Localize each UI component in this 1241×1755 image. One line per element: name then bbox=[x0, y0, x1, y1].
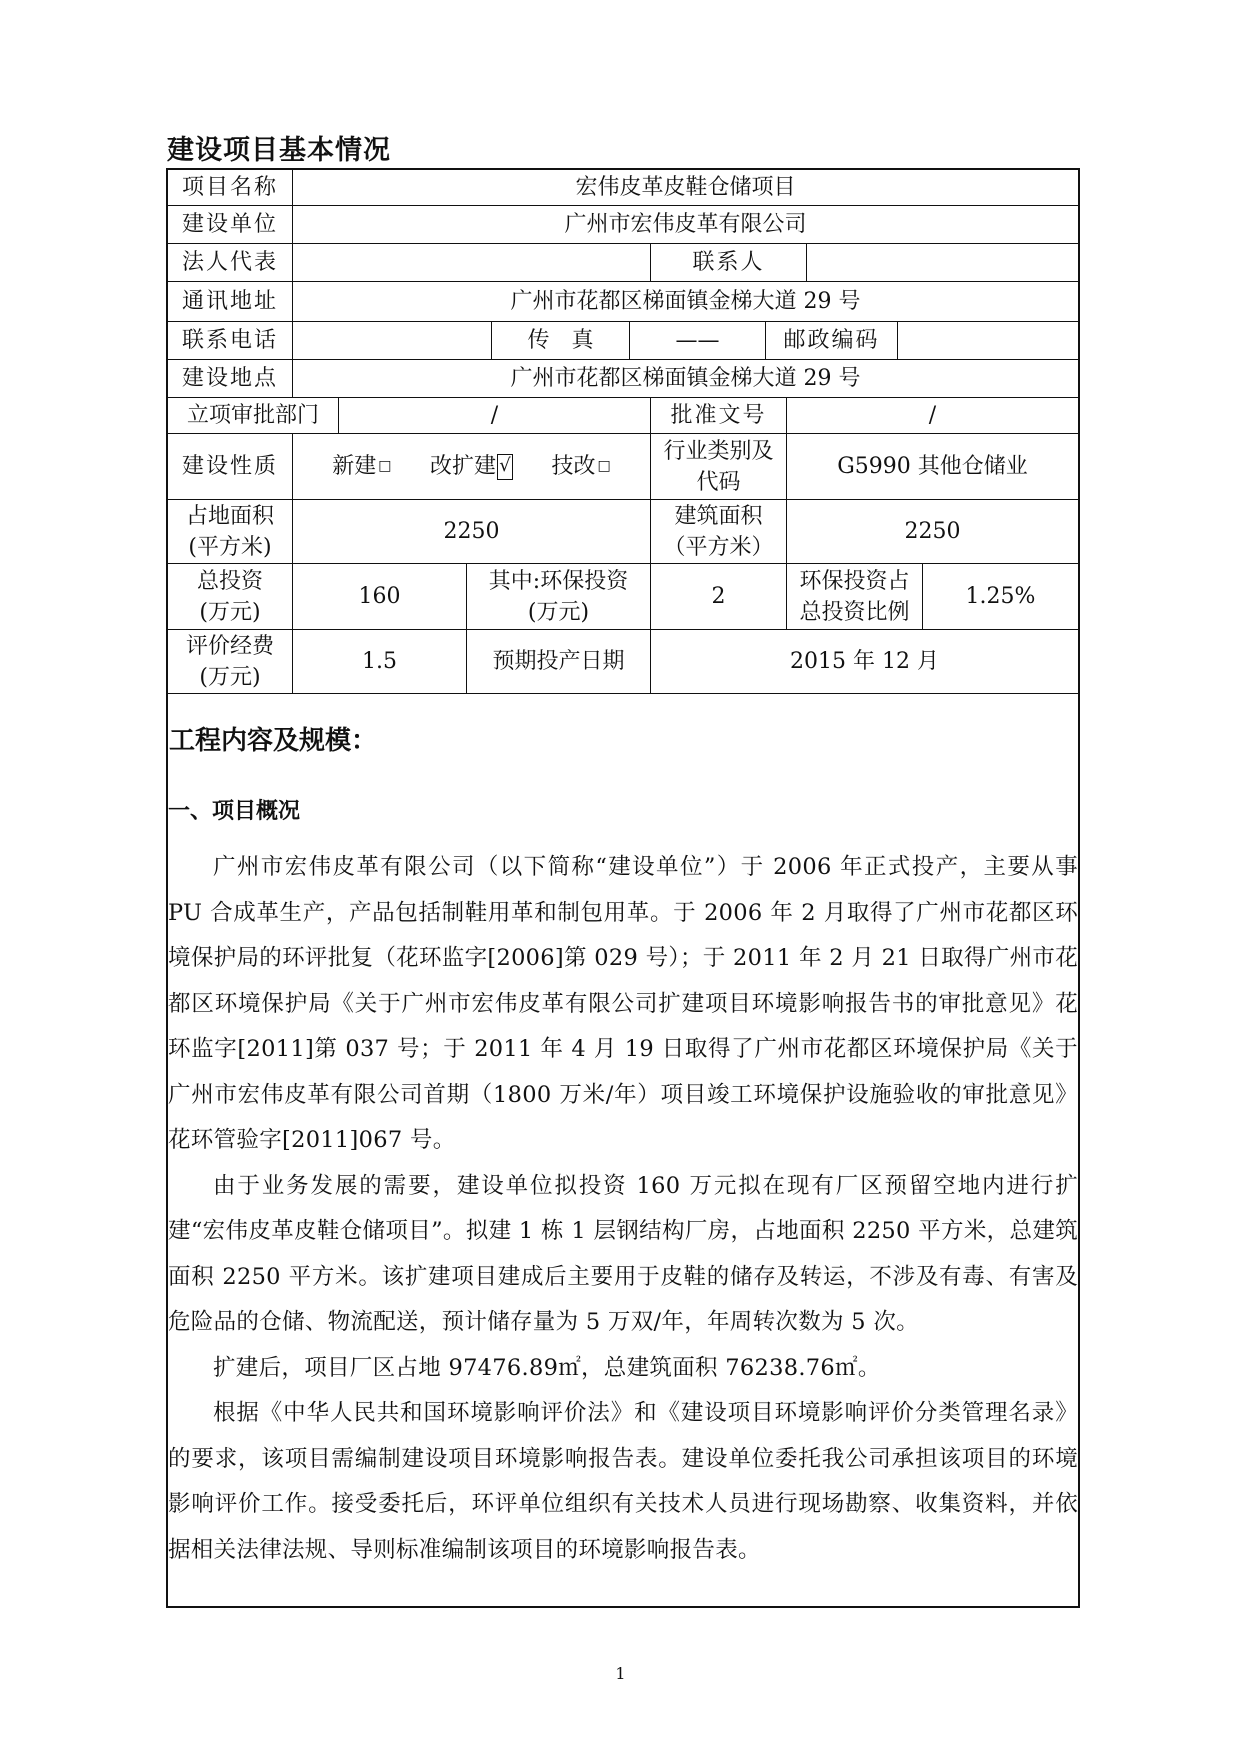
builder-label: 建设单位 bbox=[181, 212, 278, 237]
project-info-form bbox=[166, 168, 1080, 1608]
project-name-label: 项目名称 bbox=[181, 175, 278, 200]
total-invest-value: 160 bbox=[292, 564, 466, 629]
row-phone bbox=[168, 322, 1078, 360]
section-title: 工程内容及规模： bbox=[169, 726, 378, 756]
fax-value: —— bbox=[629, 322, 765, 359]
address-value: 广州市花都区梯面镇金梯大道 29 号 bbox=[292, 282, 1078, 321]
nature-expand bbox=[430, 451, 513, 483]
land-area-label: 占地面积(平方米) bbox=[185, 503, 274, 560]
build-area-label: 建筑面积（平方米） bbox=[650, 500, 786, 563]
row-project-name bbox=[168, 170, 1078, 206]
contact-value bbox=[806, 244, 1078, 281]
industry-value: G5990 其他仓储业 bbox=[786, 434, 1078, 499]
env-ratio-label: 环保投资占总投资比例 bbox=[786, 564, 922, 629]
phone-label: 联系电话 bbox=[181, 328, 278, 353]
build-area-value: 2250 bbox=[786, 500, 1078, 563]
nature-new bbox=[332, 451, 391, 483]
paragraph: 广州市宏伟皮革有限公司（以下简称“建设单位”）于 2006 年正式投产，主要从事 PU 合成革生产，产品包括制鞋用革和制包用革。于 2006 年 2 月取得了广州市花都区环境保护局的环评批复（花环监字[2006]第 029 号）；于 2011 年 2 月 21 日取得广州市花都区环境保护局《关于广州市宏伟皮革有限公司扩建项目环境影响报告书的审批意见》花环监字[2011]第 037 号；于 2011 年 4 月 19 日取得了广州市花都区环境保护局《关于广州市宏伟皮革有限公司首期（1800 万米/年）项目竣工环境保护设施验收的审批意见》花环管验字[2011]067 号。 bbox=[168, 854, 1078, 1153]
land-area-value: 2250 bbox=[292, 500, 650, 563]
builder-value: 广州市宏伟皮革有限公司 bbox=[292, 206, 1078, 243]
row-nature bbox=[168, 434, 1078, 500]
env-invest-label: 其中:环保投资(万元) bbox=[466, 564, 650, 629]
row-site bbox=[168, 360, 1078, 398]
nature-new-text: 新建 bbox=[332, 453, 377, 479]
approval-dept-label: 立项审批部门 bbox=[186, 403, 319, 428]
nature-options bbox=[292, 434, 650, 499]
nature-expand-text: 改扩建 bbox=[429, 453, 496, 479]
nature-tech bbox=[551, 451, 610, 483]
row-investment bbox=[168, 564, 1078, 630]
nature-tech-text: 技改 bbox=[551, 453, 596, 479]
eval-fee-label: 评价经费(万元) bbox=[185, 633, 274, 690]
total-invest-label: 总投资(万元) bbox=[196, 568, 263, 625]
page-number: 1 bbox=[615, 1664, 626, 1683]
project-name-value: 宏伟皮革皮鞋仓储项目 bbox=[292, 170, 1078, 205]
address-label: 通讯地址 bbox=[181, 289, 278, 314]
legal-rep-label: 法人代表 bbox=[181, 250, 278, 275]
row-legal-rep bbox=[168, 244, 1078, 282]
approval-dept-value: / bbox=[338, 398, 650, 433]
section-subtitle: 一、项目概况 bbox=[168, 799, 301, 824]
page-title: 建设项目基本情况 bbox=[167, 135, 391, 166]
fax-label: 传 真 bbox=[491, 322, 629, 359]
postcode-value bbox=[897, 322, 1078, 359]
legal-rep-value bbox=[292, 244, 650, 281]
row-address bbox=[168, 282, 1078, 322]
section-body bbox=[168, 845, 1078, 1573]
industry-label: 行业类别及代码 bbox=[650, 434, 786, 499]
env-invest-value: 2 bbox=[650, 564, 786, 629]
expected-date-label: 预期投产日期 bbox=[466, 630, 650, 693]
row-area bbox=[168, 500, 1078, 564]
paragraph: 根据《中华人民共和国环境影响评价法》和《建设项目环境影响评价分类管理名录》的要求，该项目需编制建设项目环境影响报告表。建设单位委托我公司承担该项目的环境影响评价工作。接受委托后，环评单位组织有关技术人员进行现场勘察、收集资料，并依据相关法律法规、导则标准编制该项目的环境影响报告表。 bbox=[168, 1400, 1078, 1563]
approval-no-value: / bbox=[786, 398, 1078, 433]
postcode-label: 邮政编码 bbox=[765, 322, 897, 359]
phone-value bbox=[292, 322, 491, 359]
site-value: 广州市花都区梯面镇金梯大道 29 号 bbox=[292, 360, 1078, 397]
paragraph: 扩建后，项目厂区占地 97476.89㎡，总建筑面积 76238.76㎡。 bbox=[213, 1354, 881, 1381]
row-builder bbox=[168, 206, 1078, 244]
row-approval bbox=[168, 398, 1078, 434]
checkbox-unchecked-icon: □ bbox=[597, 458, 611, 475]
contact-label: 联系人 bbox=[650, 244, 806, 281]
checkbox-checked-icon: √ bbox=[497, 454, 513, 480]
row-fee bbox=[168, 630, 1078, 694]
env-ratio-value: 1.25% bbox=[922, 564, 1078, 629]
site-label: 建设地点 bbox=[181, 366, 278, 391]
nature-label: 建设性质 bbox=[181, 454, 278, 479]
approval-no-label: 批准文号 bbox=[650, 398, 786, 433]
eval-fee-value: 1.5 bbox=[292, 630, 466, 693]
paragraph: 由于业务发展的需要，建设单位拟投资 160 万元拟在现有厂区预留空地内进行扩建“宏伟皮革皮鞋仓储项目”。拟建 1 栋 1 层钢结构厂房，占地面积 2250 平方米，总建筑面积 2250 平方米。该扩建项目建成后主要用于皮鞋的储存及转运，不涉及有毒、有害及危险品的仓储、物流配送，预计储存量为 5 万双/年，年周转次数为 5 次。 bbox=[168, 1172, 1078, 1335]
expected-date-value: 2015 年 12 月 bbox=[650, 630, 1078, 693]
checkbox-unchecked-icon: □ bbox=[378, 458, 392, 475]
